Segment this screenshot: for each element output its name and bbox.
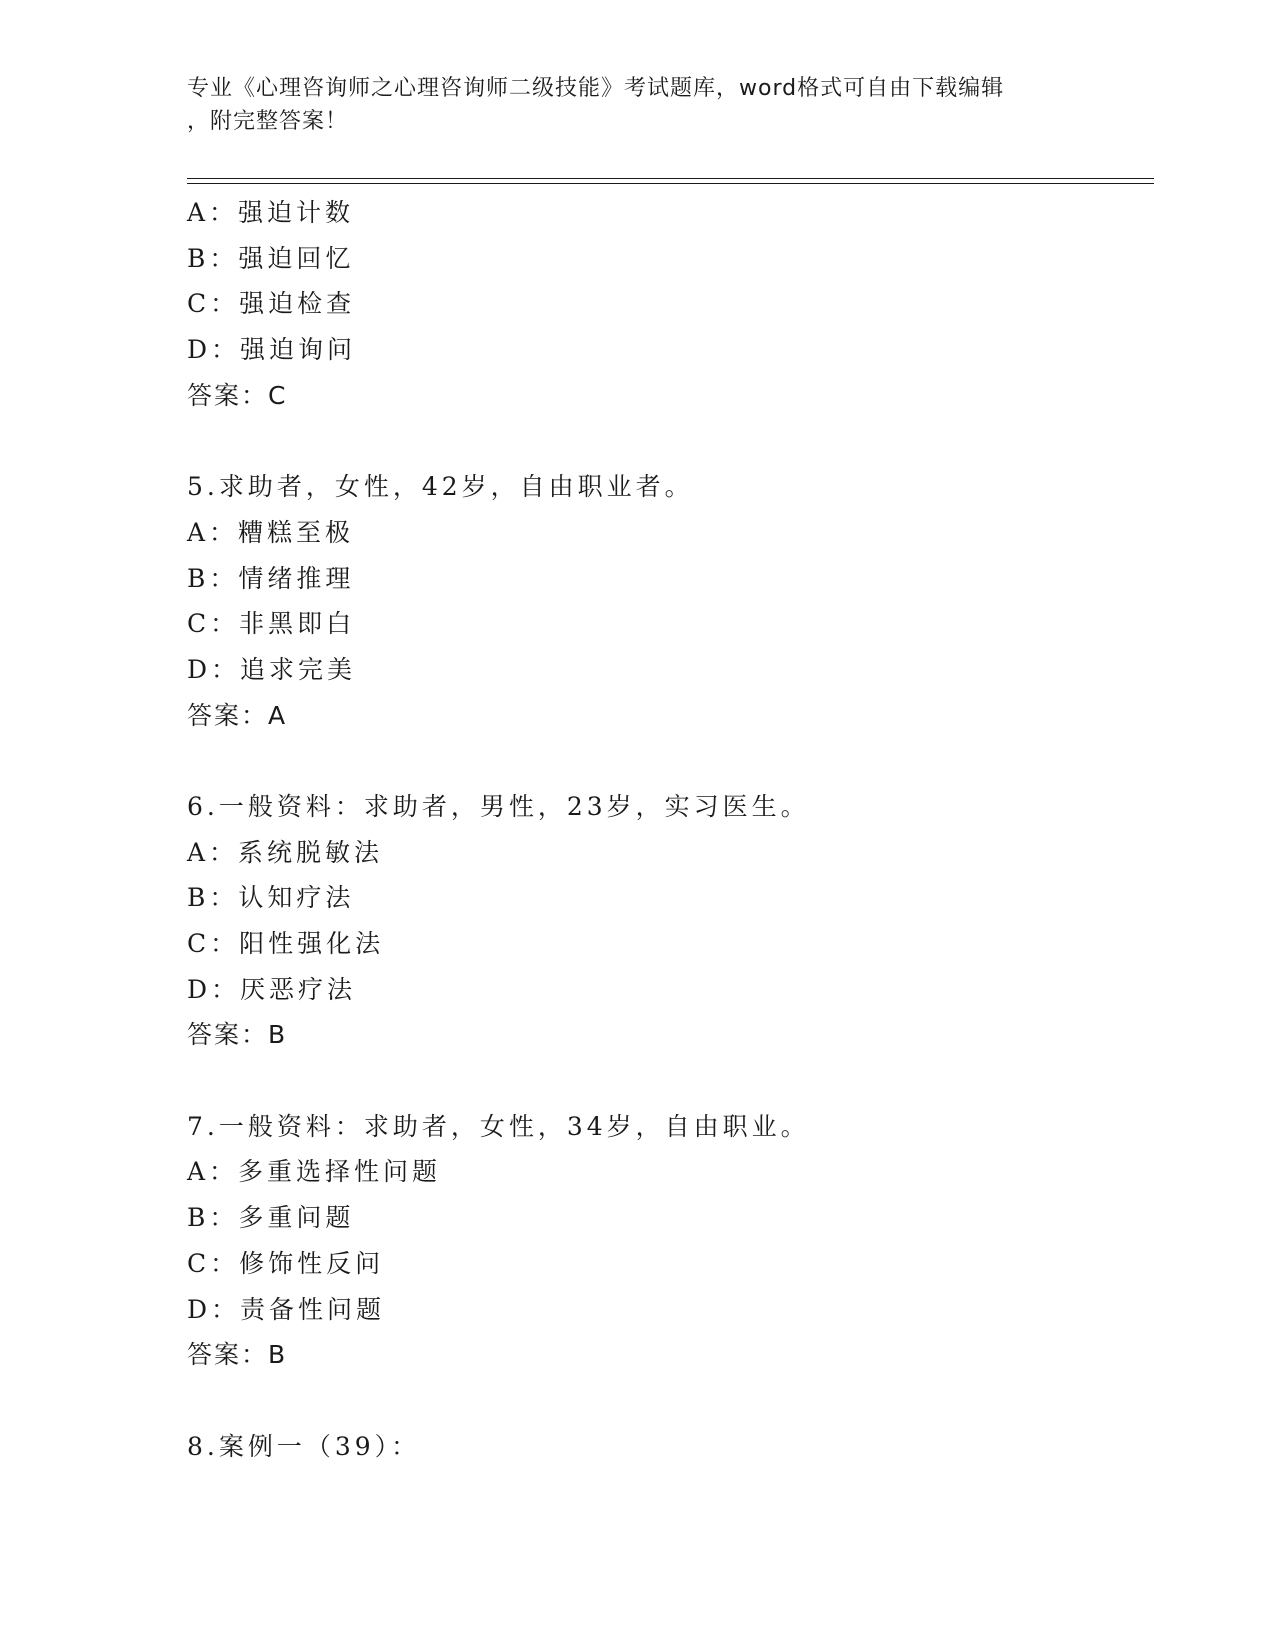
answer: 答案：B [187, 1340, 288, 1370]
option-a: A：系统脱敏法 [187, 837, 384, 867]
option-a: A：糟糕至极 [187, 517, 355, 547]
option-d: D：厌恶疗法 [187, 974, 357, 1004]
option-b: B：情绪推理 [187, 563, 355, 593]
header-title-line-2: ，附完整答案！ [187, 109, 349, 134]
document-header [187, 72, 1087, 138]
question-stem: 8.案例一（39）： [187, 1431, 421, 1461]
spacer [187, 1378, 1147, 1424]
question-6 [187, 784, 1147, 1058]
question-stem: 6.一般资料：求助者，男性，23岁，实习医生。 [187, 791, 810, 821]
option-d: D：追求完美 [187, 654, 357, 684]
spacer [187, 418, 1147, 464]
option-c: C：修饰性反问 [187, 1248, 385, 1278]
answer: 答案：C [187, 380, 288, 410]
header-divider-bottom [187, 183, 1154, 184]
option-c: C：非黑即白 [187, 609, 356, 639]
option-c: C：强迫检查 [187, 289, 356, 319]
option-d: D：强迫询问 [187, 335, 357, 365]
question-8 [187, 1424, 1147, 1470]
header-divider-top [187, 178, 1154, 179]
option-b: B：强迫回忆 [187, 243, 355, 273]
question-4 [187, 190, 1147, 418]
option-d: D：责备性问题 [187, 1294, 386, 1324]
option-a: A：多重选择性问题 [187, 1157, 442, 1187]
header-title-line-1: 专业《心理咨询师之心理咨询师二级技能》考试题库，word格式可自由下载编辑 [187, 76, 1005, 101]
answer: 答案：A [187, 700, 288, 730]
option-a: A：强迫计数 [187, 198, 355, 227]
option-b: B：多重问题 [187, 1203, 355, 1233]
answer: 答案：B [187, 1020, 288, 1050]
option-c: C：阳性强化法 [187, 929, 385, 958]
spacer [187, 738, 1147, 784]
question-list [187, 190, 1147, 1469]
spacer [187, 1058, 1147, 1104]
question-5 [187, 464, 1147, 738]
question-7 [187, 1104, 1147, 1378]
question-stem: 5.求助者，女性，42岁，自由职业者。 [187, 472, 694, 502]
question-stem: 7.一般资料：求助者，女性，34岁，自由职业。 [187, 1111, 810, 1141]
option-b: B：认知疗法 [187, 883, 355, 913]
